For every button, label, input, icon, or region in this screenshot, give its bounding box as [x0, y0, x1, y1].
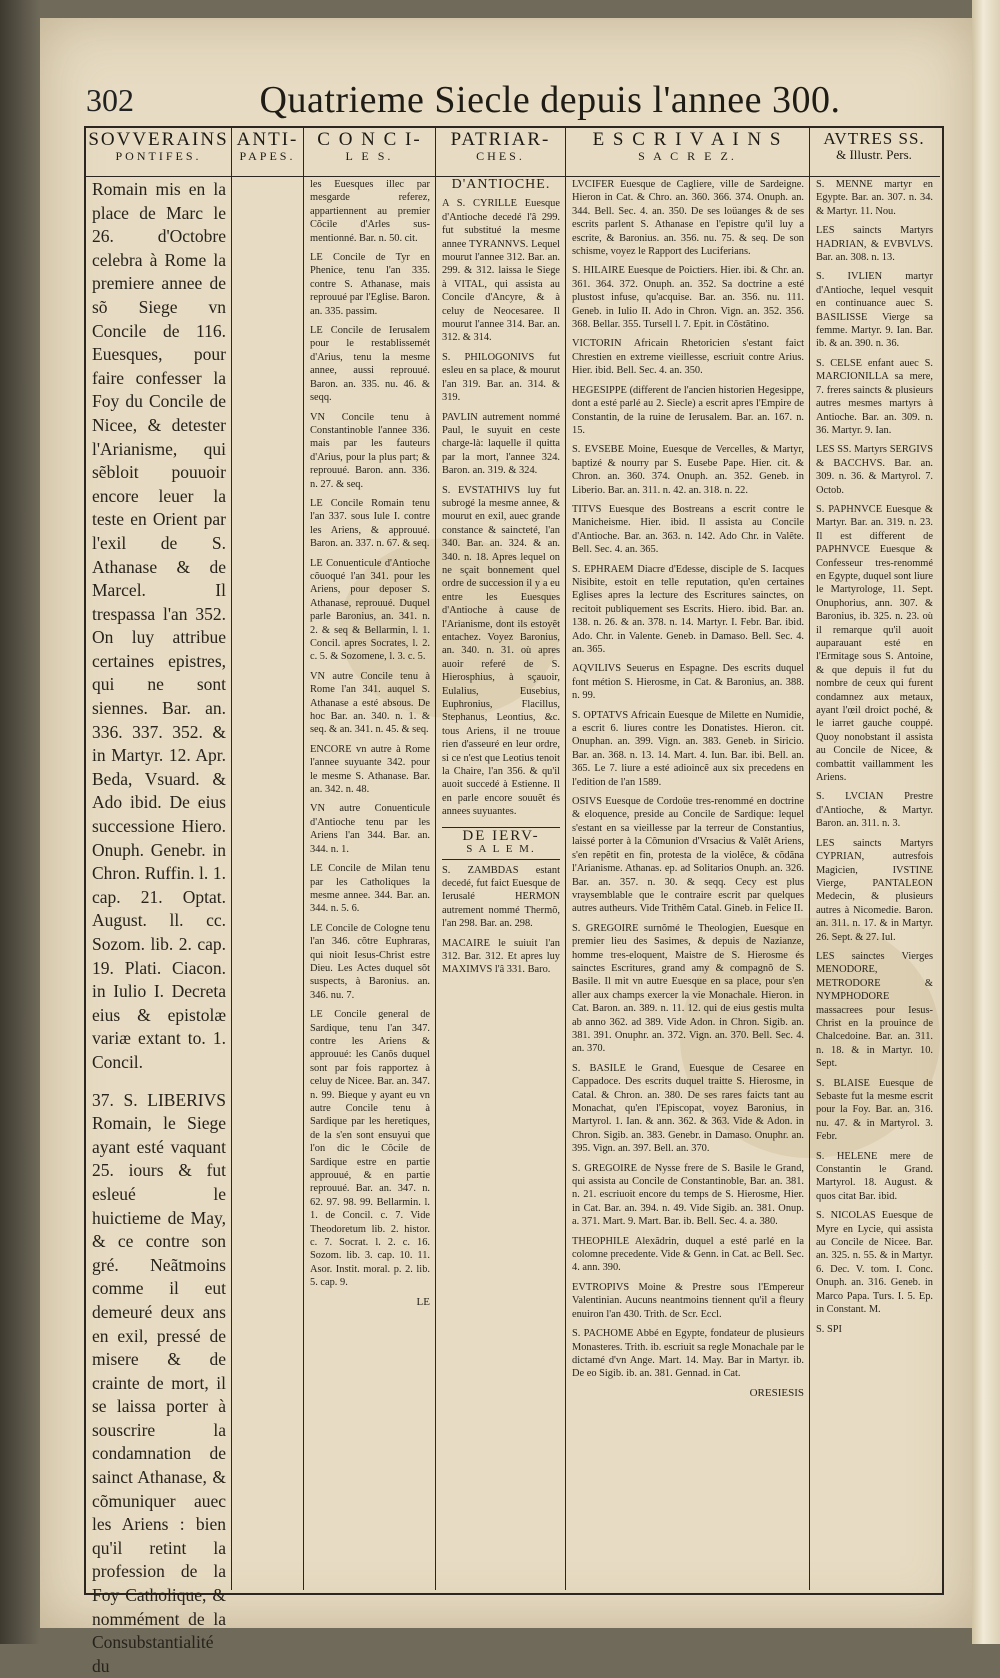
- column-title: AVTRES SS.: [823, 129, 925, 148]
- paragraph: LE Concile de Milan tenu par les Catholiques la mesme annee. 344. Bar. an. 344. n. 5. 6.: [310, 863, 430, 915]
- paragraph: A S. CYRILLE Euesque d'Antioche decedé l'â 299. fut substitué la mesme annee TYRANNVS. Lequel mourut l'annee 312. Bar. an. 299. & 312. laissa le Siege à VITAL, qui assista au Concile d'Ancyre, & à celuy de Neocesaree. Il mourut l'annee 314. Bar. an. 312. & 314.: [442, 198, 560, 344]
- paragraph: OSIVS Euesque de Cordoüe tres-renommé en doctrine & eloquence, preside au Concile de Sardique: lequel s'estant en sa vieillesse par la terreur de Constantius, laissé porter à la Cõmunion d'Vrsacius & Valẽt Ariens, s'en repẽtit en fin, protesta de la violẽce, & cõdãna l'Arianisme. Athanas. ep. ad Solitarios Onuph. an. 326. Bar. an. 357. n. 30. & seqq. Cecy est plus vraysemblable que le contraire escrit par quelques autres autheurs. Vide Trithẽm Catal. Gineb. in Felice II.: [572, 796, 804, 915]
- column-subtitle: & Illustr. Pers.: [836, 146, 912, 162]
- paragraph: ENCORE vn autre à Rome l'annee suyuante 342. pour le mesme S. Athanase. Bar. an. 342. n. 48.: [310, 743, 430, 796]
- paragraph: 37. S. LIBERIVS Romain, le Siege ayant esté vaquant 25. iours & fut esleué le huictieme de May, & ce contre son gré. Neãtmoins comme il eut demeuré deux ans en exil, pressé de misere & de crainte de mort, il se laissa porter à souscrire la condamnation de sainct Athanase, & cõmuniquer auec les Ariens : bien qu'il retint la profession de la Foy Catholique, & nommément de la Consubstantialité du: [92, 1089, 226, 1676]
- paragraph: S. EPHRAEM Diacre d'Edesse, disciple de S. Iacques Nisibite, estoit en telle reputation, qu'en certaines Eglises apres la lecture des Escritures sainctes, on recitoit publiquement ses Escrits. Hiero. ibid. Bar. an. 138. n. 26. & an. 378. n. 14. Martyr. I. Febr. Bar. ibid. Ado. Chr. in Valente. Geneb. in Damaso. Bell. Sec. 4. an. 365.: [572, 563, 804, 655]
- paragraph: S. GREGOIRE de Nysse frere de S. Basile le Grand, qui assista au Concile de Constantinoble, Bar. an. 381. n. 21. escriuoit encore du temps de S. Hierosme, Hier. in Cat. Bar. an. 394. n. 49. Vide Sigib. an. 381. Onup. a. 371. Mart. 9. Mart. Bar. ib. Bell. Sec. 4. a. 380.: [572, 1162, 804, 1228]
- column-body: [304, 176, 435, 1309]
- paragraph: S. BASILE le Grand, Euesque de Cesaree en Cappadoce. Des escrits duquel traitte S. Hierosme, in Catal. & Chron. an. 380. De ses rares faicts tant au Monachat, qu'en l'Episcopat, voyez Baronius, in Martyrol. 1. Ian. & ann. 362. & 363. Vide & Adon. in Chron. Sigib. an. 383. Genebr. in Damaso. Onuphr. an. 395. Vign. an. 397. Bell. an. 370.: [572, 1062, 804, 1155]
- paragraph: LE Conuenticule d'Antioche cõuoqué l'an 341. pour les Ariens, pour deposer S. Athanase, reprouué. Duquel parle Baronius, an. 341. n. 2. & seq & Bellarmin, l. 1. Concil. apres Socrates, l. 2. c. 5. & Sozomene, l. 3. c. 5.: [310, 557, 430, 663]
- paragraph: S. IVLIEN martyr d'Antioche, lequel vesquit en continuance auec S. BASILISSE Vierge sa femme. Martyr. 9. Ian. Bar. ib. & an. 390. n. 36.: [816, 271, 933, 350]
- column-subtitle: S A C R E Z.: [638, 148, 737, 163]
- paragraph: S. PAPHNVCE Euesque & Martyr. Bar. an. 319. n. 23. Il est different de PAPHNVCE Euesque & Confesseur tres-renommé en Egypte, duquel sont liure le Martyrologe, 11. Sept. Onuphorius, ann. 307. & Baronius, ib. 325. n. 23. où il remarque qu'il auoit auparauant esté en l'Ermitage sous S. Antoine, & que depuis il fut du nombre de ceux qui furent condamnez aux metaux, ayant l'œil droict poché, & le iarret gauche couppé. Quoy nonobstant il assista au Concile de Nicee, & combattit vaillamment les Ariens.: [816, 503, 933, 784]
- column-title: C O N C I-: [317, 129, 422, 150]
- paragraph: LES SS. Martyrs SERGIVS & BACCHVS. Bar. an. 309. n. 36. & Martyrol. 7. Octob.: [816, 444, 933, 496]
- column-pontifes: [86, 128, 232, 1676]
- paragraph: S. SPI: [816, 1323, 842, 1335]
- paragraph: LES saincts Martyrs CYPRIAN, autresfois Magicien, IVSTINE Vierge, PANTALEON Medecin, & plusieurs autres à Nicomedie. Baron. an. 311. n. 17. & in Martyr. 26. Sept. & 27. Iul.: [816, 837, 933, 943]
- paragraph: TITVS Euesque des Bostreans a escrit contre le Manicheisme. Hier. ibid. Il assista au Concile d'Antioche. Bar. an. 363. n. 142. Ado Chr. in Valẽte. Bell. Sec. 4. an. 365.: [572, 503, 804, 556]
- column-header: [86, 128, 231, 176]
- column-autres: [810, 128, 938, 1590]
- paragraph: LE Concile de Ierusalem pour le restablissemét d'Arius, tenu la mesme annee, aussi reprouué. Baron. an. 335. nu. 46. & seqq.: [310, 325, 430, 404]
- column-body: [86, 176, 231, 1678]
- column-title: ANTI-: [236, 129, 299, 150]
- column-title: E S C R I V A I N S: [592, 129, 783, 150]
- paragraph: S. EVSTATHIVS luy fut subrogé la mesme annee, & mourut en exil, auec grande constance & saincteté, l'an 340. Bar. an. 324. & an. 340. n. 18. Apres lequel on ne sçait bonnement quel ordre de succession il y a eu entre les Euesques d'Antioche à cause de l'Arianisme, dont ils estoyẽt entachez. Voyez Baronius, an. 340. n. 31. où apres auoir referé de S. Hierosphius, à sçauoir, Eulalius, Eusebius, Euphronius, Flacillus, Stephanus, Leontius, &c. tous Ariens, il ne trouue rien d'asseuré en leur ordre, si ce n'est que Leotius tenoit la Chaire, l'an 356. & qu'il auoit succedé à Estienne. Il en parle encore souuẽt és annees suyuantes.: [442, 484, 560, 818]
- column-body: [810, 176, 938, 1336]
- paragraph: LE Concile de Tyr en Phenice, tenu l'an 335. contre S. Athanase, mais reprouué par l'Eglise. Baron. an. 335. passim.: [310, 252, 430, 317]
- paragraph: HEGESIPPE (different de l'ancien historien Hegesippe, dont a esté parlé au 2. Siecle) a escrit apres l'Empire de Constantin, de la ruine de Ierusalem. Bar. an. 167. n. 15.: [572, 384, 804, 436]
- page-number: 302: [86, 82, 134, 118]
- paragraph: S. OPTATVS Africain Euesque de Milette en Numidie, a escrit 6. liures contre les Donatistes. Hieron. cit. Onuphan. an. 399. Vign. an. 383. Geneb. in Siricio. Bar. an. 368. n. 13. 14. Mart. 4. Iun. Bar. ibi. Bell. an. 365. Le 7. liure a esté adioincẽ aux six precedens en l'edition de l'an 1589.: [572, 709, 804, 788]
- paragraph: Romain mis en la place de Marc le 26. d'Octobre celebra à Rome la premiere annee de sõ Siege vn Concile de 116. Euesques, pour faire confesser la Foy du Concile de Nicee, & detester l'Arianisme, qui sẽbloit pouuoir encore leuer la teste en Orient par l'exil de S. Athanase & de Marcel. Il trespassa l'an 352. On luy attribue certaines epistres, qui ne sont siennes. Bar. an. 336. 337. 352. & in Martyr. 12. Apr. Beda, Vsuard. & Ado ibid. De eius successione Hiero. Onuph. Genebr. in Chron. Ruffin. l. 1. cap. 21. Optat. August. ll. cc. Sozom. lib. 2. cap. 19. Plati. Ciacon. in Iulio I. Decreta eius & epistolæ variæ extant to. 1. Concil.: [92, 179, 226, 1072]
- paragraph: les Euesques illec par mesgarde referez, appartiennent au premier Cõcile d'Arles sus-mentionné. Bar. n. 50. cit.: [310, 179, 430, 244]
- paragraph: LE Concile Romain tenu l'an 337. sous Iule I. contre les Ariens, & approuué. Baron. an. 337. n. 67. & seq.: [310, 497, 430, 550]
- column-body: [566, 176, 809, 1400]
- section-heading-line2: S A L E M.: [466, 843, 536, 856]
- running-title: Quatrieme Siecle depuis l'annee 300.: [259, 79, 841, 121]
- paragraph: THEOPHILE Alexãdrin, duquel a esté parlé en la colomne precedente. Vide & Genn. in Cat. ac Bell. Sec. 4. ann. 390.: [572, 1235, 804, 1274]
- paragraph: S. PHILOGONIVS fut esleu en sa place, & mourut l'an 319. Bar. an. 314. & 319.: [442, 351, 560, 404]
- column-header: [436, 128, 565, 176]
- column-subtitle: PONTIFES.: [115, 148, 202, 163]
- paragraph: PAVLIN autrement nommé Paul, le suyuit en ceste charge-là: laquelle il quitta par la mort, l'annee 324. Baron. an. 319. & 324.: [442, 411, 560, 477]
- paragraph: LE Concile general de Sardique, tenu l'an 347. contre les Ariens & approuué: les Canõs duquel sont par fois rapportez à celuy de Nicee. Bar. an. 347. n. 99. Bieque y ayant eu vn autre Concile tenu à Sardique par les heretiques, de la s'en sont ensuyui que l'on dic le Cõcile de Sardique estre en partie approuué, & en partie reprouué. Bar. an. 347. n. 62. 97. 98. 99. Bellarmin. l. 1. de Concil. c. 7. Vide Theodoretum lib. 2. histor. c. 7. Socrat. l. 2. c. 16. Sozom. lib. 3. cap. 10. 11. Asor. Instit. moral. p. 2. lib. 5. cap. 9.: [310, 1009, 430, 1289]
- paragraph: VICTORIN Africain Rhetoricien s'estant faict Chrestien en extreme vieillesse, escriuit contre Arius. Hier. ibid. Bell. Sec. 4. an. 350.: [572, 338, 804, 377]
- paragraph: S. HELENE mere de Constantin le Grand. Martyrol. 18. August. & quos citat Bar. ibid.: [816, 1150, 933, 1202]
- paragraph: S. HILAIRE Euesque de Poictiers. Hier. ibi. & Chr. an. 361. 364. 372. Onuph. an. 352. Sa doctrine a esté plustost infuse, qu'acquise. Bar. an. 356. nu. 111. Geneb. in Iulio II. Ado in Chron. Vign. an. 352. 356. 368. Bellar. 355. Tursell l. 7. Epit. in Cõstãtino.: [572, 265, 804, 331]
- column-subtitle: CHES.: [476, 148, 525, 163]
- catchword: ORESIESIS: [749, 1386, 804, 1399]
- column-title: SOVVERAINS: [88, 129, 229, 150]
- column-header: [232, 128, 303, 176]
- column-header: [304, 128, 435, 176]
- paragraph: AQVILIVS Seuerus en Espagne. Des escrits duquel font métion S. Hierosme, in Cat. & Baronius, an. 388. n. 99.: [572, 663, 804, 702]
- paragraph: VN autre Concile tenu à Rome l'an 341. auquel S. Athanase a esté absous. De hoc Bar. an. 340. n. 1. & seq. & an. 341. n. 45. & seq.: [310, 670, 430, 736]
- binding-gutter: [0, 0, 40, 1644]
- column-title: PATRIAR-: [450, 129, 551, 150]
- section-heading-line1: DE IERV-: [462, 827, 540, 844]
- paragraph: LE Concile de Cologne tenu l'an 346. cõtre Euphraras, qui nioit Iesus-Christ estre Dieu. Les Actes duquel sõt suspects, à Baronius. an. 346. nu. 7.: [310, 922, 430, 1001]
- column-escrivains: [566, 128, 810, 1590]
- paragraph: S. CELSE enfant auec S. MARCIONILLA sa mere, 7. freres saincts & plusieurs autres mesmes martyrs à Antioche. Bar. an. 309. n. 36. Martyr. 9. Ian.: [816, 357, 933, 436]
- paragraph: S. NICOLAS Euesque de Myre en Lycie, qui assista au Concile de Nicee. Bar. an. 325. n. 55. & in Martyr. 6. Dec. V. tom. I. Conc. Onuph. an. 316. Geneb. in Marco Papa. Turs. I. 5. Ep. in Constant. M.: [816, 1210, 933, 1316]
- paragraph: S. EVSEBE Moine, Euesque de Vercelles, & Martyr, baptizé & nourry par S. Eusebe Pape. Hier. cit. & Chron. an. 360. 374. Onuph. an. 352. Geneb. in Liberio. Bar. an. 311. n. 42. an. 318. n. 22.: [572, 444, 804, 496]
- paragraph: LES saincts Martyrs HADRIAN, & EVBVLVS. Bar. an. 308. n. 13.: [816, 225, 933, 264]
- paragraph: VN autre Conuenticule d'Antioche tenu par les Ariens l'an 344. Bar. an. 344. n. 1.: [310, 803, 430, 855]
- catchword: LE: [416, 1295, 430, 1308]
- paragraph: S. LVCIAN Prestre d'Antioche, & Martyr. Baron. an. 311. n. 3.: [816, 791, 933, 830]
- paragraph: S. MENNE martyr en Egypte. Bar. an. 307. n. 34. & Martyr. 11. Nou.: [816, 179, 933, 217]
- paragraph: S. ZAMBDAS estant decedé, fut faict Euesque de Ierusalé HERMON autrement nommé Thermõ, l'an 298. Bar. an. 298.: [442, 864, 560, 930]
- paragraph: VN Concile tenu à Constantinoble l'annee 336. mais par les fauteurs d'Arius, pour la plus part; & reprouué. Baron. ann. 336. n. 27. & seq.: [310, 411, 430, 490]
- column-header: [566, 128, 809, 176]
- column-conciles: [304, 128, 436, 1590]
- paragraph: EVTROPIVS Moine & Prestre sous l'Empereur Valentinian. Aucuns neantmoins tiennent qu'il a fleury enuiron l'an 430. Trith. de Scr. Eccl.: [572, 1281, 804, 1320]
- column-antipapes: [232, 128, 304, 1590]
- section-heading: D'ANTIOCHE.: [451, 177, 551, 192]
- page-edge: [972, 0, 1000, 1644]
- paragraph: LES sainctes Vierges MENODORE, METRODORE & NYMPHODORE massacrees pour Iesus-Christ en la prouince de Chalcedoine. Bar. an. 311. n. 18. & in Martyr. 10. Sept.: [816, 950, 933, 1070]
- column-header: [810, 128, 938, 176]
- paragraph: MACAIRE le suiuit l'an 312. Bar. 312. Et apres luy MAXIMVS l'â 331. Baro.: [442, 937, 560, 976]
- column-patriarches: [436, 128, 566, 1590]
- column-body: [436, 176, 565, 977]
- paragraph: S. GREGOIRE surnõmé le Theologien, Euesque en premier lieu des Sasimes, & depuis de Nazianze, homme tres-eloquent, Maistre de S. Hierosme és sainctes Escritures, grand amy & compagnõ de S. Basile. Il mit vn autre Euesque en sa place, pour s'en aller aux champs exercer la vie Monachale. Hieron. in Cat. Baron. an. 389. n. 11. 12. qui de eius gestis multa ab anno 362. ad 389. Vide Adon. in Chron. Sigib. an. 381. 391. Onuphr. an. 372. Vign. an. 370. Bell. Sec. 4. an. 370.: [572, 922, 804, 1055]
- section-heading: [442, 827, 560, 860]
- paragraph: LVCIFER Euesque de Cagliere, ville de Sardeigne. Hieron in Cat. & Chro. an. 360. 366. 374. Onuph. an. 344. Bell. Sec. 4. an. 350. De ses loüanges & de ses escrits parlent S. Athanase en l'epistre qu'il luy a escrite, & Baronius. an. 356. nu. 75. & seq. De son schisme, voyez le Rapport des Luciferians.: [572, 179, 804, 258]
- column-subtitle: L E S.: [345, 148, 394, 163]
- paragraph: S. PACHOME Abbé en Egypte, fondateur de plusieurs Monasteres. Trith. ib. escriuit sa regle Monachale par le dictamé d'vn Ange. Mart. 14. May. Bar in Martyr. ib. De eo Sigib. ib. an. 381. Gennad. in Cat.: [572, 1328, 804, 1380]
- paragraph: S. BLAISE Euesque de Sebaste fut la mesme escrit pour la Foy. Bar. an. 316. nu. 47. & in Martyrol. 3. Febr.: [816, 1077, 933, 1143]
- column-subtitle: PAPES.: [239, 148, 296, 163]
